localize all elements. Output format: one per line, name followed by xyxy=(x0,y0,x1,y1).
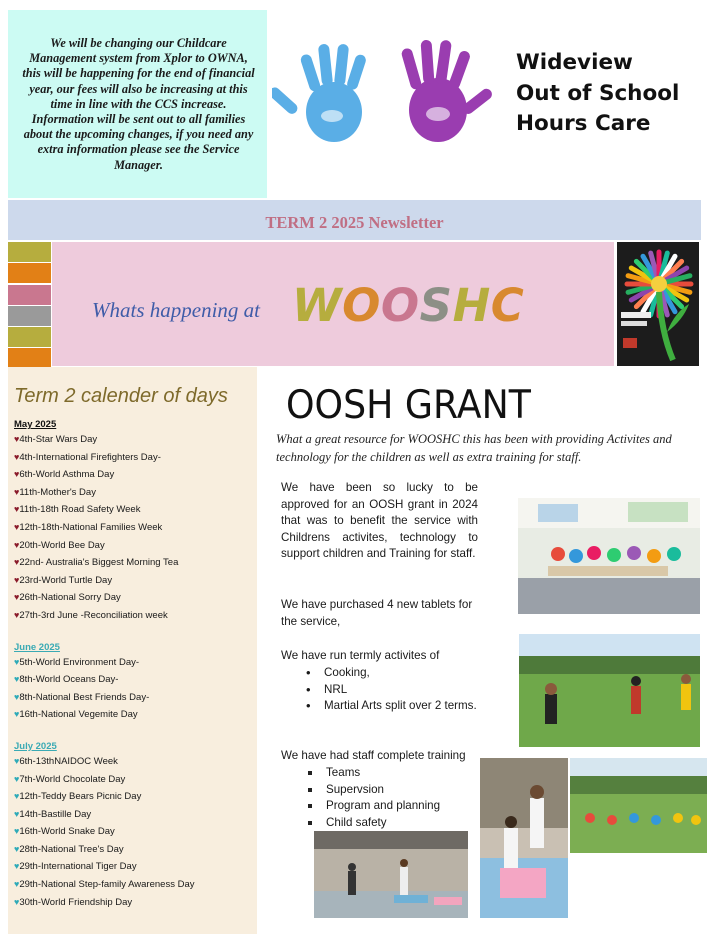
heart-icon: ♥ xyxy=(14,486,20,497)
calendar-day-text: 14th-Bastille Day xyxy=(19,808,92,820)
activities-list xyxy=(306,665,478,715)
list-item: • Cooking, xyxy=(306,665,478,682)
heart-icon: ♥ xyxy=(14,709,20,720)
list-item: Child safety xyxy=(306,815,476,832)
grant-paragraph-4: We have had staff complete training xyxy=(281,749,466,762)
calendar-day xyxy=(14,806,257,824)
calendar-day xyxy=(14,671,257,689)
calendar-day xyxy=(14,572,257,590)
grant-paragraph-3: We have run termly activites of xyxy=(281,649,440,662)
heart-icon: ♥ xyxy=(14,808,20,819)
calendar-day xyxy=(14,771,257,789)
heart-icon: ♥ xyxy=(14,592,20,603)
heart-icon: ♥ xyxy=(14,691,20,702)
calendar-day xyxy=(14,894,257,912)
calendar-day xyxy=(14,689,257,707)
heart-icon: ♥ xyxy=(14,674,20,685)
heart-icon: ♥ xyxy=(14,434,20,444)
heart-icon: ♥ xyxy=(14,879,20,890)
heart-icon: ♥ xyxy=(14,773,20,784)
calendar-day-text: 12th-Teddy Bears Picnic Day xyxy=(19,791,142,803)
brand-name xyxy=(516,48,679,140)
calendar-day-text: 28th-National Tree's Day xyxy=(19,843,124,855)
calendar-day xyxy=(14,841,257,859)
grant-paragraph-2: We have purchased 4 new tablets for the service, xyxy=(281,598,473,628)
calendar-day xyxy=(14,519,257,537)
list-item: Supervsion xyxy=(306,782,476,799)
heart-icon: ♥ xyxy=(14,609,20,620)
heart-icon: ♥ xyxy=(14,504,20,515)
color-swatch xyxy=(8,242,51,262)
wooshc-letter: S xyxy=(419,279,453,332)
wooshc-letter: O xyxy=(342,279,381,332)
calendar-day xyxy=(14,466,257,484)
calendar-day xyxy=(14,706,257,724)
grant-intro: What a great resource for WOOSHC this has been with providing Activites and technology for the children as well as extra training for staff. xyxy=(276,432,672,464)
training-list xyxy=(306,765,476,831)
color-swatch xyxy=(8,285,51,305)
wooshc-letter: C xyxy=(490,279,525,332)
handprints-logo xyxy=(272,40,502,150)
calendar-day-text: 11th-18th Road Safety Week xyxy=(19,504,141,516)
heart-icon: ♥ xyxy=(14,539,20,550)
calendar-day-text: 16th-National Vegemite Day xyxy=(19,709,138,721)
calendar-day-text: 16th-World Snake Day xyxy=(19,826,115,838)
calendar-day-text: 26th-National Sorry Day xyxy=(19,592,121,604)
martial-arts-photo xyxy=(480,758,568,918)
heart-icon: ♥ xyxy=(14,574,20,585)
calendar-day-text: 6th-13thNAIDOC Week xyxy=(19,755,118,767)
calendar-day xyxy=(14,753,257,771)
heart-icon: ♥ xyxy=(14,656,20,667)
purple-handprint-icon xyxy=(400,40,494,142)
calendar-day-text: 11th-Mother's Day xyxy=(19,486,96,498)
color-swatch xyxy=(8,348,51,368)
notice-text: We will be changing our Childcare Management system from Xplor to OWNA, this will be happening for the end of financial year, our fees will also be increasing at this time in line with the CCS increase. Information will be sent out to all families about the upcoming changes, if you need any extra information please see the Service Manager. xyxy=(22,36,255,172)
calendar-day xyxy=(14,554,257,572)
brand-line-3: Hours Care xyxy=(516,111,651,136)
heart-icon: ♥ xyxy=(14,791,20,802)
calendar-day-text: 27th-3rd June -Reconciliation week xyxy=(19,609,168,621)
list-item: Teams xyxy=(306,765,476,782)
color-swatch xyxy=(8,327,51,347)
wooshc-letter: W xyxy=(292,279,343,332)
calendar-day-text: 4th-International Firefighters Day- xyxy=(19,451,161,463)
undercover-area-photo xyxy=(314,831,468,918)
calendar-day-text: 29th-International Tiger Day xyxy=(19,861,137,873)
calendar-day xyxy=(14,876,257,894)
list-item: • Martial Arts split over 2 terms. xyxy=(306,698,478,715)
month-heading: July 2025 xyxy=(14,740,57,752)
calendar-day xyxy=(14,858,257,876)
calendar-title: Term 2 calender of days xyxy=(14,385,228,407)
calendar-day-text: 29th-National Step-family Awareness Day xyxy=(19,879,195,891)
brand-line-2: Out of School xyxy=(516,80,680,106)
calendar-day xyxy=(14,431,257,449)
heart-icon: ♥ xyxy=(14,557,20,568)
list-item: • NRL xyxy=(306,682,478,699)
wooshc-wordart xyxy=(292,279,524,332)
calendar-day xyxy=(14,823,257,841)
calendar-day-text: 12th-18th-National Families Week xyxy=(19,521,163,533)
calendar-day-text: 6th-World Asthma Day xyxy=(19,469,115,481)
calendar-panel xyxy=(8,367,257,934)
heart-icon: ♥ xyxy=(14,451,20,462)
wooshc-letter: H xyxy=(452,279,491,332)
grant-title: OOSH GRANT xyxy=(286,383,531,428)
heart-icon: ♥ xyxy=(14,861,20,872)
calendar-day xyxy=(14,589,257,607)
color-swatch xyxy=(8,263,51,283)
calendar-day-text: 4th-Star Wars Day xyxy=(19,434,98,445)
heart-icon: ♥ xyxy=(14,521,20,532)
calendar-day-text: 23rd-World Turtle Day xyxy=(19,574,113,586)
heart-icon: ♥ xyxy=(14,826,20,837)
calendar-day-text: 8th-World Oceans Day- xyxy=(19,674,119,686)
grant-paragraph-1: We have been so lucky to be approved for an OOSH grant in 2024 that was to benefit the service with Childrens activites, technology to support children and Training for staff. xyxy=(281,481,478,561)
calendar-day xyxy=(14,537,257,555)
kids-sitting-photo xyxy=(570,758,707,853)
list-item: Program and planning xyxy=(306,798,476,815)
newsletter-title: TERM 2 2025 Newsletter xyxy=(8,200,701,240)
calendar-day-text: 8th-National Best Friends Day- xyxy=(19,691,150,703)
blue-handprint-icon xyxy=(272,43,367,142)
classroom-photo xyxy=(518,498,700,614)
month-heading: June 2025 xyxy=(14,641,60,653)
outdoor-oval-photo xyxy=(519,634,700,747)
color-swatch xyxy=(8,306,51,326)
calendar-day xyxy=(14,788,257,806)
flower-artwork-image xyxy=(617,242,699,366)
brand-line-1: Wideview xyxy=(516,50,633,75)
calendar-day-text: 20th-World Bee Day xyxy=(19,539,105,551)
notice-box xyxy=(8,10,267,198)
heart-icon: ♥ xyxy=(14,755,20,766)
heart-icon: ♥ xyxy=(14,843,20,854)
calendar-day xyxy=(14,484,257,502)
calendar-day-text: 30th-World Friendship Day xyxy=(19,896,133,908)
calendar-day-text: 7th-World Chocolate Day xyxy=(19,773,126,785)
calendar-months xyxy=(14,418,257,911)
month-heading: May 2025 xyxy=(14,419,57,430)
calendar-day xyxy=(14,449,257,467)
heart-icon: ♥ xyxy=(14,469,20,480)
calendar-day xyxy=(14,607,257,625)
calendar-day-text: 5th-World Environment Day- xyxy=(19,656,140,668)
wooshc-letter: O xyxy=(380,279,420,332)
calendar-day xyxy=(14,501,257,519)
heart-icon: ♥ xyxy=(14,896,20,907)
calendar-day-text: 22nd- Australia's Biggest Morning Tea xyxy=(19,557,179,569)
calendar-day xyxy=(14,654,257,672)
whats-happening-text: Whats happening at xyxy=(92,298,260,322)
